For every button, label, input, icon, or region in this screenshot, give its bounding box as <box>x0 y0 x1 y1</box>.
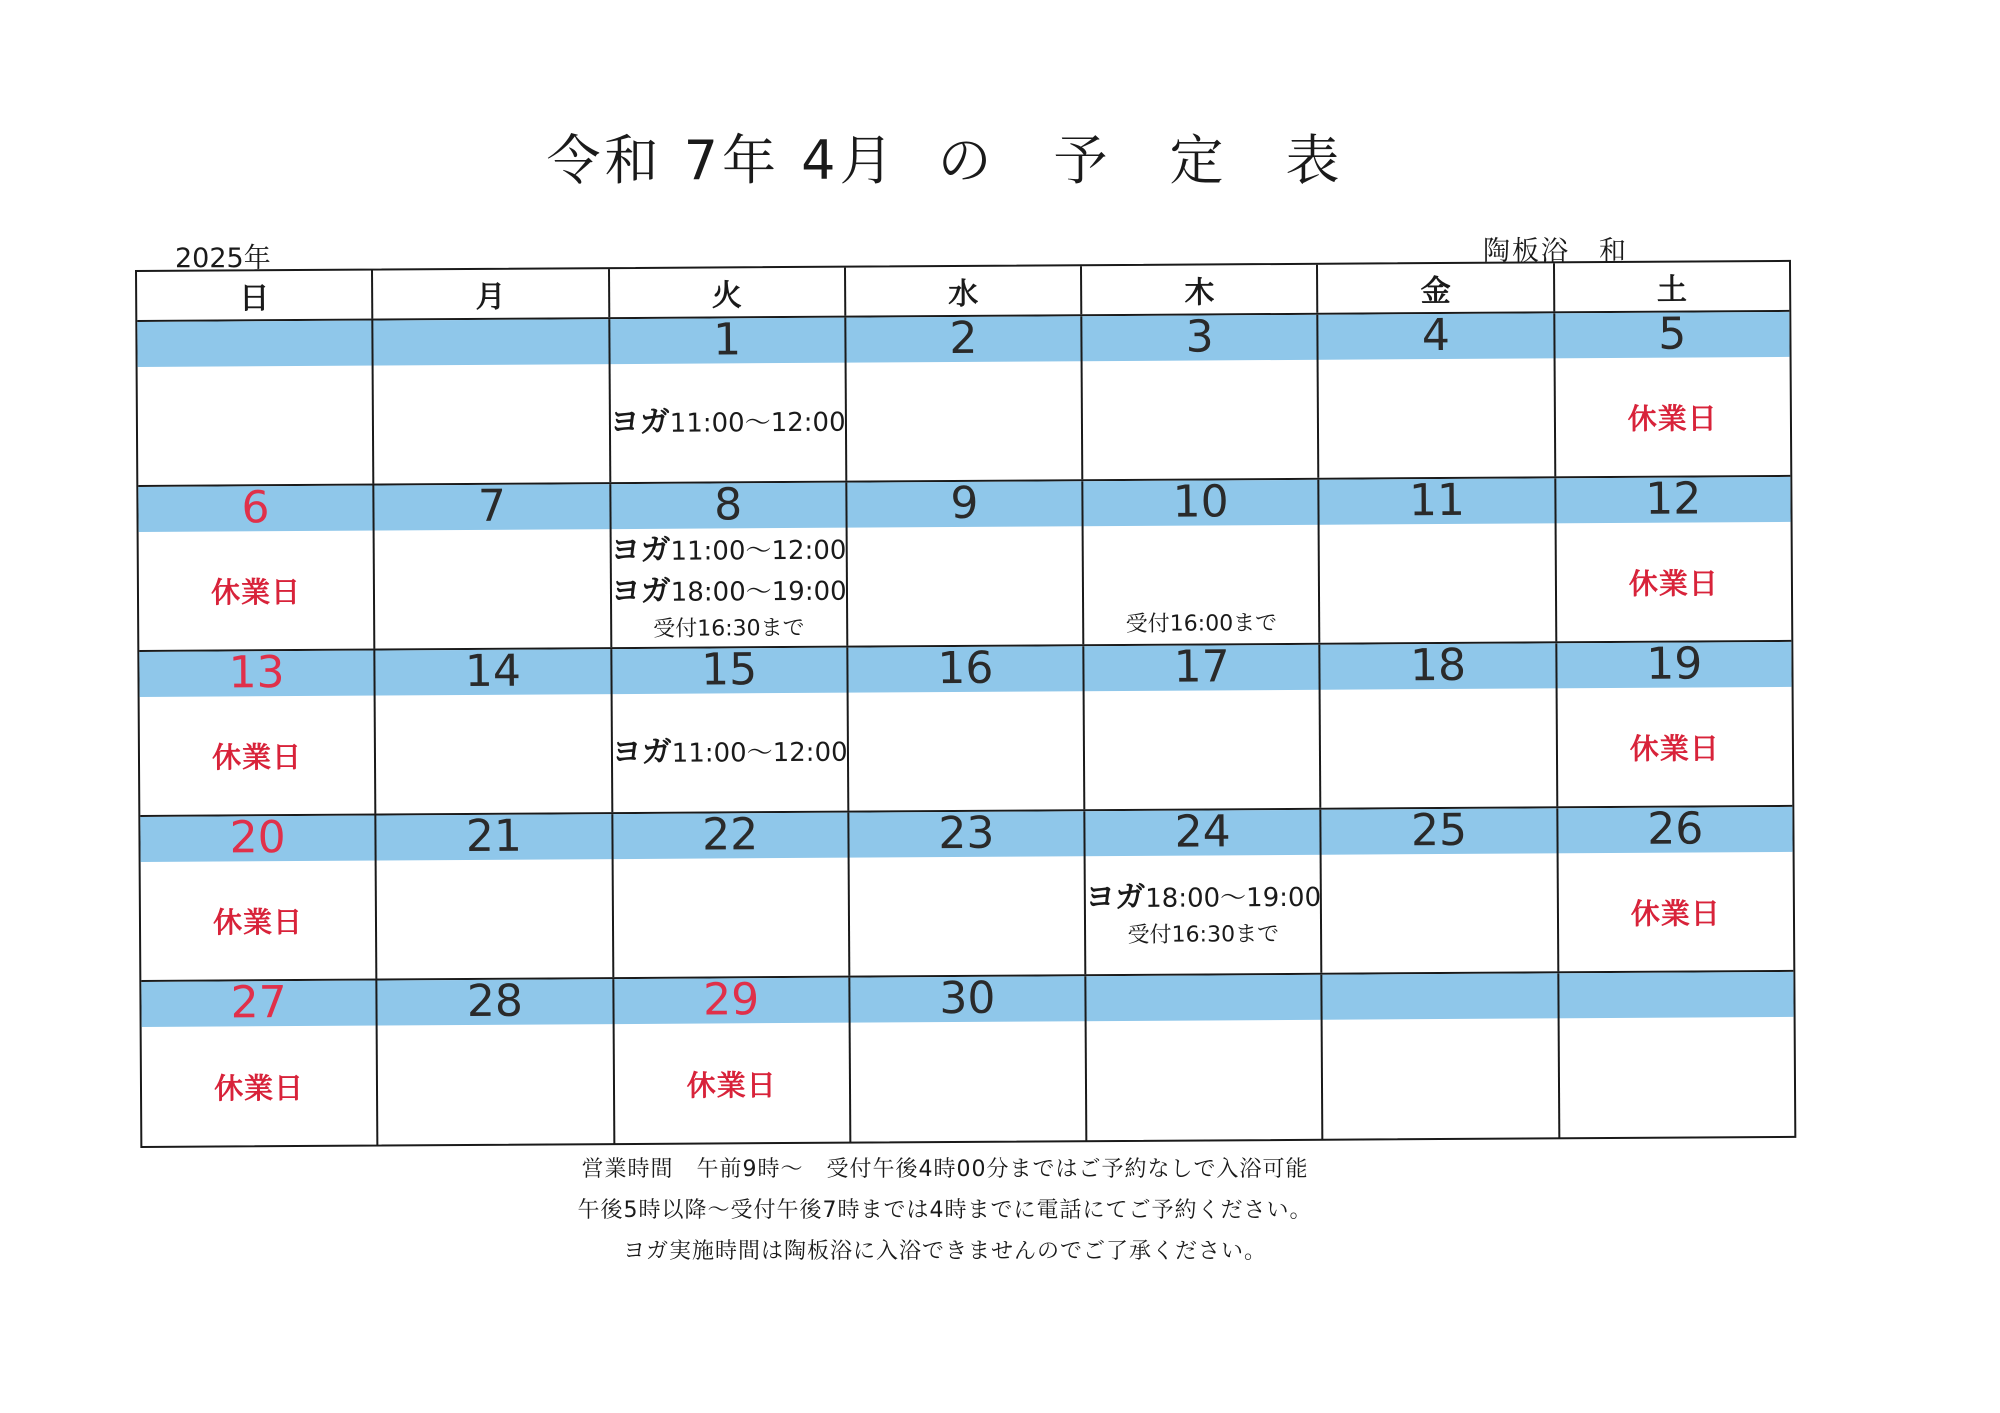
day-content <box>614 1024 849 1144</box>
day-number: 24 <box>1174 806 1231 858</box>
title-schedule: の 予 定 表 <box>937 129 1344 192</box>
yoga-label: ヨガ <box>611 734 672 771</box>
weekday-header-cell: 木 <box>1080 265 1317 314</box>
day-cell <box>847 807 1084 975</box>
day-number: 13 <box>228 647 285 699</box>
day-content <box>1087 1021 1322 1141</box>
day-cell <box>611 809 848 977</box>
day-cell <box>1084 975 1321 1141</box>
day-number: 26 <box>1647 803 1704 855</box>
holiday-label: 休業日 <box>214 1070 305 1106</box>
day-number: 2 <box>949 312 978 365</box>
day-cell <box>373 480 610 648</box>
day-content <box>375 530 610 648</box>
weekday-header-cell: 日 <box>239 281 270 317</box>
day-content <box>1083 361 1318 479</box>
day-content <box>1321 689 1556 807</box>
day-cell <box>140 812 375 980</box>
day-content <box>850 1022 1085 1142</box>
yoga-time: 11:00～12:00 <box>669 407 846 439</box>
day-cell <box>1554 473 1791 641</box>
calendar-table <box>135 260 1796 1148</box>
day-number: 5 <box>1658 308 1687 360</box>
day-content <box>376 695 611 813</box>
day-cell <box>141 977 376 1147</box>
day-content <box>377 860 612 978</box>
day-number: 18 <box>1409 639 1467 692</box>
day-content <box>849 857 1084 975</box>
year-label: 2025年 <box>175 243 271 274</box>
day-number: 22 <box>702 809 759 861</box>
day-cell <box>1081 476 1318 644</box>
day-cell <box>608 314 846 482</box>
day-cell <box>846 642 1083 810</box>
day-cell <box>138 482 373 650</box>
title-date: 令和 7年 4月 <box>546 129 898 192</box>
page-title <box>0 118 1890 195</box>
day-content <box>846 362 1081 480</box>
weekday-header-cell: 土 <box>1553 262 1790 311</box>
day-number: 27 <box>230 977 287 1029</box>
day-number: 12 <box>1645 473 1702 525</box>
weekday-header-cell: 水 <box>844 266 1081 315</box>
day-cell <box>848 972 1085 1142</box>
day-content <box>1320 524 1555 642</box>
day-content <box>1556 523 1791 641</box>
holiday-label: 休業日 <box>686 1068 777 1103</box>
day-number: 1 <box>712 314 742 366</box>
day-cell <box>609 479 847 647</box>
day-number: 15 <box>701 644 758 696</box>
week-row <box>141 972 1794 1147</box>
day-content <box>140 697 375 815</box>
day-number: 6 <box>241 482 270 534</box>
week-row <box>138 473 1791 652</box>
reception-note: 受付16:30まで <box>1127 922 1280 948</box>
holiday-label: 休業日 <box>1627 401 1718 436</box>
day-number: 28 <box>466 975 524 1027</box>
day-number: 17 <box>1173 641 1230 693</box>
day-cell <box>1083 806 1322 974</box>
day-cell <box>139 647 374 815</box>
day-content <box>142 1027 377 1147</box>
day-content <box>612 694 847 812</box>
day-number: 9 <box>950 477 979 530</box>
yoga-time: 18:00～19:00 <box>1145 882 1322 914</box>
yoga-label: ヨガ <box>610 532 671 568</box>
day-number: 25 <box>1410 804 1468 857</box>
day-content <box>610 364 845 482</box>
day-content <box>1323 1019 1558 1139</box>
yoga-time: 11:00～12:00 <box>671 737 848 769</box>
day-content <box>141 862 376 980</box>
yoga-label: ヨガ <box>610 573 671 609</box>
day-cell <box>1317 309 1554 477</box>
day-cell <box>137 321 372 485</box>
day-cell <box>845 477 1082 645</box>
day-content <box>1559 1018 1794 1138</box>
day-number: 29 <box>703 974 760 1026</box>
holiday-label: 休業日 <box>1628 566 1719 601</box>
day-content <box>374 365 609 483</box>
day-number: 30 <box>939 972 996 1025</box>
day-cell <box>1318 474 1555 642</box>
day-cell <box>1556 803 1793 971</box>
day-content <box>1558 853 1793 971</box>
holiday-label: 休業日 <box>210 574 302 610</box>
day-number: 3 <box>1185 311 1214 363</box>
day-number: 8 <box>713 479 743 531</box>
weekday-header-cell: 金 <box>1316 263 1553 312</box>
day-content <box>848 692 1083 810</box>
yoga-label: ヨガ <box>609 404 670 441</box>
holiday-label: 休業日 <box>212 739 303 775</box>
day-cell <box>374 645 611 813</box>
day-content <box>1319 359 1554 477</box>
yoga-session <box>1085 877 1321 919</box>
footer-line-2: 午後5時以降～受付午後7時までは4時までに電話にてご予約ください。 <box>577 1198 1313 1223</box>
yoga-session <box>610 402 846 444</box>
yoga-session <box>612 732 848 774</box>
week-row <box>140 803 1793 982</box>
day-content <box>847 527 1082 645</box>
day-cell <box>1557 972 1794 1138</box>
holiday-label: 休業日 <box>1629 731 1720 766</box>
day-cell <box>610 644 848 812</box>
reception-note: 受付16:30まで <box>653 615 805 642</box>
day-number: 16 <box>937 642 994 695</box>
day-cell <box>1082 641 1319 809</box>
day-cell <box>1553 308 1790 476</box>
day-number: 14 <box>464 645 522 697</box>
yoga-label: ヨガ <box>1085 879 1146 916</box>
footer-line-3: ヨガ実施時間は陶板浴に入浴できませんのでご了承ください。 <box>622 1239 1267 1264</box>
day-number: 11 <box>1408 474 1466 527</box>
shop-name: 陶板浴 和 <box>1483 236 1628 267</box>
day-cell <box>1319 639 1556 807</box>
weekday-header-cell: 月 <box>371 269 608 318</box>
footer-line-1: 営業時間 午前9時～ 受付午後4時00分まではご予約なしで入浴可能 <box>581 1157 1309 1182</box>
yoga-time: 11:00～12:00 <box>670 535 847 567</box>
day-number: 10 <box>1172 476 1229 528</box>
day-content <box>1555 358 1790 476</box>
day-content <box>611 529 846 647</box>
day-cell <box>1080 311 1317 479</box>
day-cell <box>1320 804 1557 972</box>
week-row <box>137 308 1790 487</box>
reception-note: 受付16:00まで <box>1125 611 1278 637</box>
day-cell <box>372 319 609 483</box>
day-content <box>1085 691 1320 809</box>
holiday-label: 休業日 <box>213 904 304 940</box>
day-cell <box>375 810 612 978</box>
yoga-session <box>610 529 846 571</box>
day-content <box>139 532 374 650</box>
day-cell <box>612 974 849 1144</box>
yoga-session <box>611 570 847 612</box>
day-content <box>378 1025 613 1145</box>
week-row <box>139 638 1792 817</box>
day-number: 23 <box>938 807 995 860</box>
day-number: 21 <box>465 810 523 862</box>
day-content <box>138 367 373 485</box>
yoga-time: 18:00～19:00 <box>670 576 847 608</box>
day-cell <box>844 312 1081 480</box>
day-number: 4 <box>1421 309 1451 362</box>
day-number: 7 <box>477 480 507 532</box>
day-content <box>1557 688 1792 806</box>
day-cell <box>1321 973 1558 1139</box>
day-content <box>1322 854 1557 972</box>
day-content <box>613 859 848 977</box>
holiday-label: 休業日 <box>1630 896 1721 931</box>
day-number: 19 <box>1646 638 1703 690</box>
day-cell <box>1555 638 1792 806</box>
weekday-header-cell: 火 <box>608 268 845 317</box>
day-content <box>1086 856 1321 974</box>
day-cell <box>376 975 613 1145</box>
day-number: 20 <box>229 812 286 864</box>
